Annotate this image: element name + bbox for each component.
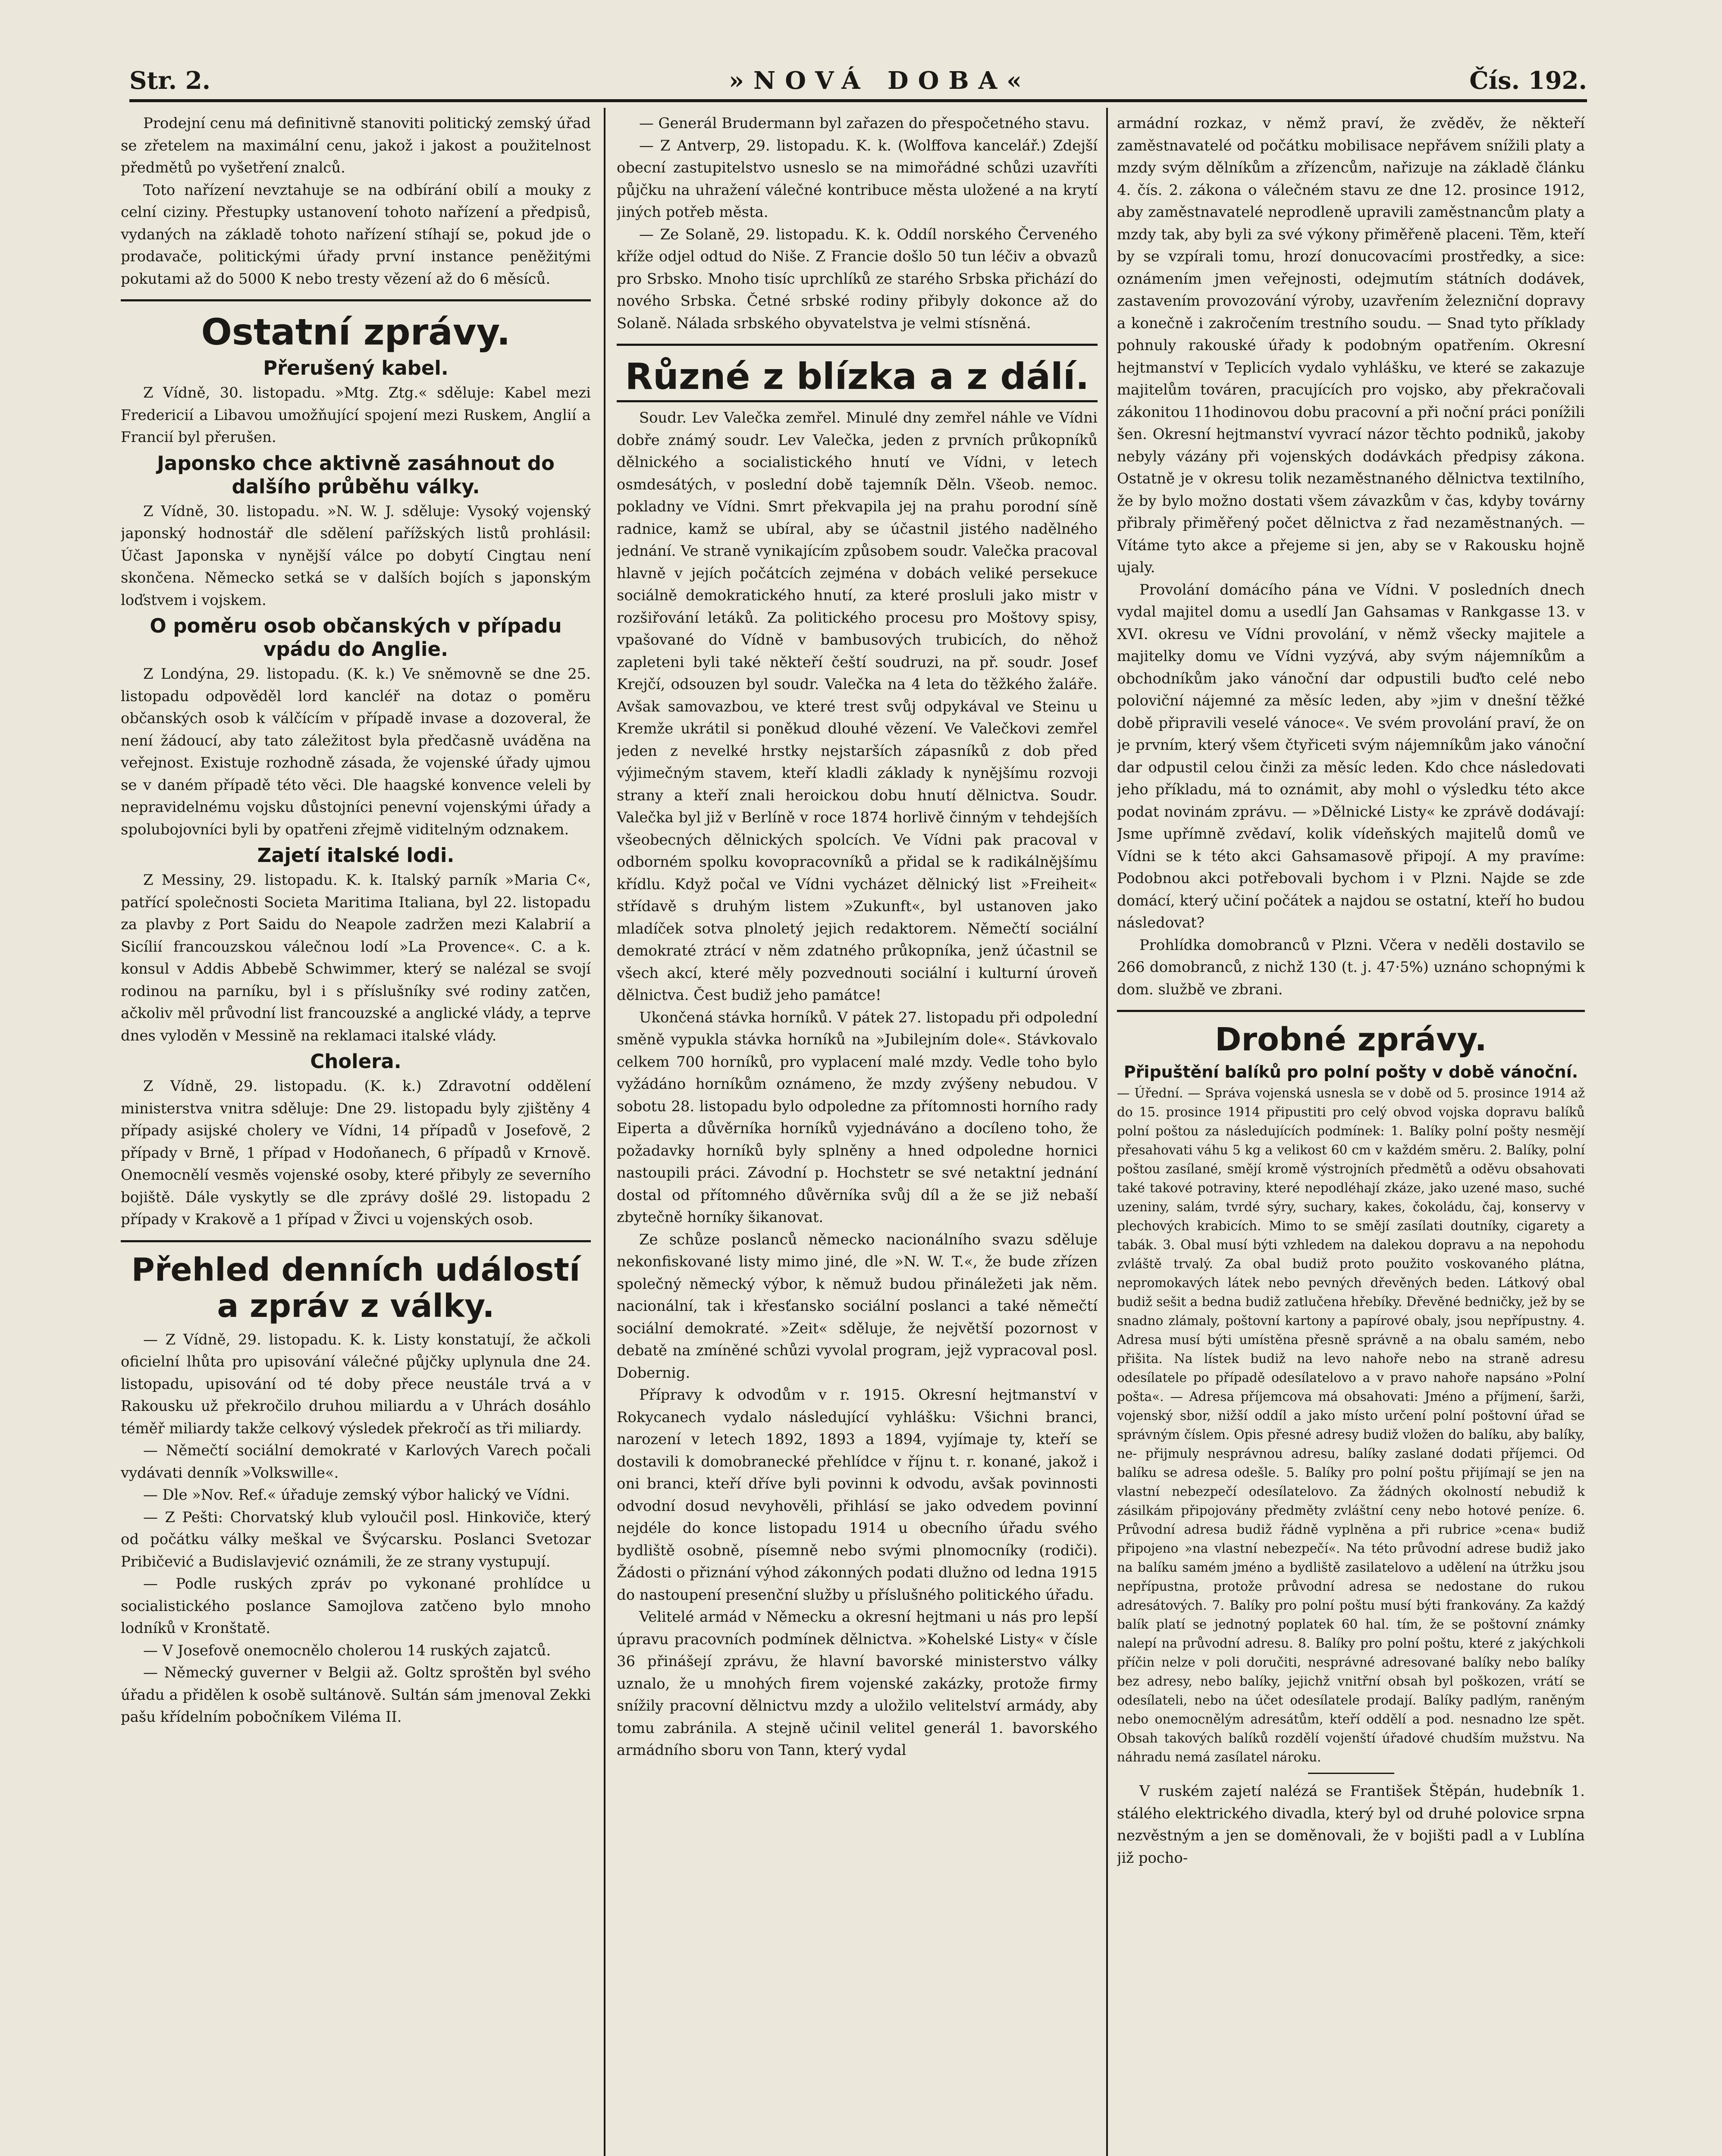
section-rule: [617, 400, 1098, 402]
article-text: Soudr. Lev Valečka zemřel. Minulé dny zemřel náhle ve Vídni dobře známý soudr. Lev Valečka, jeden z prvních průkopníků dělnického a socialistického hnutí ve Vídni, v letech osmdesátých, v poslední době tajemník Děln. Všeob. nemoc. pokladny ve Vídni. Smrt překvapila jej na prahu porodní síně radnice, kamž se ubíral, aby se účastnil jistého nadělného jednání. Ve straně vynikajícím způsobem soudr. Valečka pracoval hlavně v jejích počátcích zejména v dobách veliké persekuce sociálně demokratického hnutí, za které prosluli jako mistr v rozšiřování letáků. Za politického procesu pro Moštovy spisy, vpašované do Vídně v bambusových trubicích, do něhož zapleteni byli také někteří čeští soudruzi, na př. soudr. Josef Krejčí, odsouzen byl soudr. Valečka na 4 leta do těžkého žaláře. Avšak samovazbou, ve které trest svůj odpykával ve Steinu u Kremže ukrátil si poněkud dlouhé vězení. Ve Valečkovi zemřel jeden z nevelké hrstky nejstarších zápasníků z dob před výjimečným stavem, kteří kladli základy k nynějšímu rozvoji strany a kteří znali heroickou dobu hnutí dělnictva. Soudr. Valečka byl již v Berlíně v roce 1874 horlivě činným v tehdejších všeobecných dělnických spolcích. Ve Vídni pak pracoval v odborném spolku kovopracovníků a přidal se k radikálnějšímu křídlu. Když počal ve Vídni vycházet dělnický list »Freiheit« střídavě s druhým listem »Zukunft«, byl ustanoven jako mladíček sotva plnoletý jejich redaktorem. Němečtí sociální demokraté ztrácí v něm zdatného průkopníka, jenž účastnil se všech akcí, které měly pozvednouti sociální i kulturní úroveň dělnictva. Čest budiž jeho památce!: [617, 409, 1098, 1003]
article-heading: Přerušený kabel.: [263, 357, 449, 379]
article-text: Ze schůze poslanců německo nacionálního svazu sděluje nekonfiskované listy mimo jiné, dle »N. W. T.«, že bude zřízen společný německý výbor, k němuž budou přináležeti jak něm. nacionální, tak i křesťansko sociální poslanci a také němečtí sociální demokraté. »Zeit« sděluje, že největší pozornost v debatě na zmíněné schůzi vyvolal program, jejž vypracoval posl. Dobernig.: [617, 1231, 1098, 1381]
article-heading: Japonsko chce aktivně zasáhnout do dalšího průběhu války.: [157, 451, 555, 498]
column-3: [1117, 112, 1585, 2156]
column-1: [121, 112, 591, 2156]
article-text: Z Messiny, 29. listopadu. K. k. Italský parník »Maria C«, patřící společnosti Societa Maritima Italiana, byl 22. listopadu za plavby z Port Saidu do Neapole zadržen mezi Kalabrií a Sicílií francouzskou válečnou lodí »La Provence«. C. a k. konsul v Addis Abbebě Schwimmer, který se nalézal se svojí rodinou na parníku, byl i s příslušníky své rodiny zatčen, ačkoliv měl průvodní list francouzské a anglické vlády, a teprve dnes vyloděn v Messině na reklamaci italské vlády.: [121, 871, 591, 1044]
article-text: Z Vídně, 30. listopadu. »N. W. J. sděluje: Vysoký vojenský japonský hodnostář dle sdělení pařížských listů prohlásil: Účast Japonska v nynější válce po dobytí Cingtau není skončena. Německo setká se v dalších bojích s japonským loďstvem i vojskem.: [121, 502, 591, 608]
section-rule: [121, 299, 591, 301]
news-item: — Generál Brudermann byl zařazen do přespočetného stavu.: [639, 115, 1090, 132]
news-item: — Z Antverp, 29. listopadu. K. k. (Wolffova kancelář.) Zdejší obecní zastupitelstvo usneslo se na mimořádné schůzi uzavříti půjčku na uhražení válečné kontribuce města uložené a na krytí jiných potřeb města.: [617, 137, 1098, 220]
article-heading: O poměru osob občanských v případu vpádu do Anglie.: [150, 614, 562, 661]
news-item: — Německý guverner v Belgii až. Goltz sproštěn byl svého úřadu a přidělen k osobě sultánově. Sultán sám jmenoval Zekki pašu křídelním pobočníkem Viléma II.: [121, 1664, 591, 1725]
news-item: — Z Vídně, 29. listopadu. K. k. Listy konstatují, že ačkoli oficielní lhůta pro upisování válečné půjčky uplynula dne 24. listopadu, upisování od té doby přece neustále trvá a v Rakousku už překročilo druhou miliardu a v Uhrách dosáhlo téměř miliardy takže celkový výsledek překročí as tři miliardy.: [121, 1331, 591, 1437]
article-text: V ruském zajetí nalézá se František Štěpán, hudebník 1. stálého elektrického divadla, který byl od druhé polovice srpna nezvěstným a jen se doměnovali, že v bojišti padl a v Lublína již pocho-: [1117, 1783, 1585, 1866]
article-text: Z Vídně, 29. listopadu. (K. k.) Zdravotní oddělení ministerstva vnitra sděluje: Dne 29. listopadu byly zjištěny 4 případy asijské cholery ve Vídni, 14 případů v Josefově, 2 případy v Brně, 1 případ v Hodoňanech, 6 případů v Krnově. Onemocnělí vesměs vojenské osoby, které přibyly ze severního bojiště. Dále vyskytly se dle zprávy došlé 29. listopadu 2 případy v Krakově a 1 případ v Živci u vojenských osob.: [121, 1078, 591, 1228]
section-rule: [1117, 1010, 1585, 1012]
news-item: — Němečtí sociální demokraté v Karlových Varech počali vydávati denník »Volkswille«.: [121, 1442, 591, 1481]
news-item: — Podle ruských zpráv po vykonané prohlídce u socialistického poslance Samojlova zatčeno bylo mnoho lodníků v Kronštatě.: [121, 1575, 591, 1636]
article-heading: Zajetí italské lodi.: [257, 844, 455, 867]
masthead-title: »NOVÁ DOBA«: [729, 66, 1032, 95]
article-text: Přípravy k odvodům v r. 1915. Okresní hejtmanství v Rokycanech vydalo následující vyhlášku: Všichni branci, narození v letech 1892, 1893 a 1894, vyjímaje ty, kteří se dostavili k domobranecké přehlídce v říjnu t. r. konané, jakož i oni branci, kteří dříve byli povinni k odvodu, avšak povinnosti odvodní dosud nevyhověli, přihlásí se jako odvedem povinní nejdéle do konce listopadu 1914 u obecního úřadu svého bydliště osobně, písemně nebo svými plnomocníky (rodiči). Žádosti o přiznání výhod zákonných podati dlužno od ledna 1915 do nastoupení presenční služby u příslušného politického úřadu.: [617, 1386, 1098, 1603]
section-rule: [617, 344, 1098, 346]
article-text: Ukončená stávka horníků. V pátek 27. listopadu při odpolední směně vypukla stávka horníků na »Jubilejním dole«. Stávkovalo celkem 700 horníků, pro vyplacení malé mzdy. Vedle toho bylo vyžádáno horníkům oznámeno, že mzdy zvýšeny nebudou. V sobotu 28. listopadu bylo odpoledne za přítomnosti horního rady Eiperta a důvěrníka horníků vyjednáváno a docíleno toho, že požadavky horníků byly splněny a hned odpoledne hornici nastoupili práci. Závodní p. Hochstetr se své netaktní jednání dostal od přítomného důvěrníka svůj díl a že se již nebaší zbytečně horníky šikanovat.: [617, 1009, 1098, 1225]
article-text: Provolání domácího pána ve Vídni. V posledních dnech vydal majitel domu a usedlí Jan Gahsamas v Rankgasse 13. v XVI. okresu ve Vídni provolání, v němž všecky majitele a majitelky domu ve Vídni vyzývá, aby svým nájemníkům a obchodníkům jako vánoční dar odpustili buďto celé nebo poloviční nájemné za měsíc leden, aby »jim v dnešní těžké době připravili veselé vánoce«. Ve svém provolání praví, že on je prvním, který všem čtyřiceti svým nájemníkům jako vánoční dar odpustil celou činži za měsíc leden. Kdo chce následovati jeho příkladu, má to oznámit, aby mohl o výsledku této akce podat novinám zprávu. — »Dělnické Listy« ke zprávě dodávají: Jsme upřímně zvědaví, kolik vídeňských majitelů domů ve Vídni se k této akci Gahsamasově připojí. A my pravíme: Podobnou akci potřebovali bychom i v Plzni. Najde se zde domácí, který učiní počátek a najdou se ostatní, kteří ho budou následovat?: [1117, 581, 1585, 931]
article-text: — Úřední. — Správa vojenská usnesla se v době od 5. prosince 1914 až do 15. prosince 1914 připustiti pro celý obvod vojska dopravu balíků polní poštou za následujících podmínek: 1. Balíky polní pošty nesmějí přesahovati váhu 5 kg a velikost 60 cm v každém směru. 2. Balíky, polní poštou zasílané, smějí kromě výstrojních předmětů a oděvu obsahovati také takové potraviny, které nepodléhají zkáze, jako uzené maso, suché uzeniny, salám, tvrdé sýry, suchary, kakes, čokoládu, čaj, konservy v plechových krabicích. Mimo to se smějí zasílati doutníky, cigarety a tabák. 3. Obal musí býti vzhledem na dalekou dopravu a na nepohodu zvláště trvalý. Za obal budiž proto použito voskovaného plátna, nepromokavých látek nebo pevných dřevěných beden. Látkový obal budiž sešit a bedna budiž zatlučena hřebíky. Dřevěné bedničky, jež by se snadno zlámaly, poštovní kartony a papírové obaly, jsou nepřípustny. 4. Adresa musí býti umístěna přesně správně a na obalu samém, nebo přišita. Na lístek budiž na levo nahoře nebo na straně adresu odesílatele po případě odesílatelovo a v pravo nahoře napsáno »Polní pošta«. — Adresa příjemcova má obsahovati: Jméno a příjmení, šarži, vojenský sbor, nižší oddíl a jako místo určení polní poštovní úřad se správným číslem. Opis přesné adresy budiž vložen do balíku, aby balíky, ne- přijmuly nesprávnou adresu, balíky zaslané dodati příjemci. Od balíku se adresa odešle. 5. Balíky pro polní poštu přijímají se jen na vlastní nebezpečí odesílatelovo. Za žádných okolností nebudiž k zásilkám připojovány předměty zvláštní ceny nebo hotové peníze. 6. Průvodní adresa budiž řádně vyplněna a při rubrice »cena« budiž připojeno »na vlastní nebezpečí«. Na této průvodní adrese budiž jako na balíku samém jméno a bydliště zasilatelovo a udělení na útržku jsou nepřípustna, protože průvodní adresa se nedostane do rukou adresátových. 7. Balíky pro polní poštu musí býti frankovány. Za každý balík platí se jednotný poplatek 60 hal. tím, že se poštovní známky nalepí na průvodní adresu. 8. Balíky pro polní poštu, které z jakýchkoli příčin nelze v poli doručiti, nesprávné adresované balíky nebo balíky bez adresy, nebo balíky, jejichž vnitřní obsah byl poškozen, vrátí se odesílateli, nebo na účet odesílatele prodají. Balíky padlým, raněným nebo onemocnělým adresátům, kteří oddělí a pod. nesnadno lze spět. Obsah takových balíků rozdělí vojenští úřadové chudším mužstvu. Na náhradu nemá zasílatel nároku.: [1117, 1086, 1585, 1764]
section-rule: [1308, 1773, 1394, 1774]
article-text: Prodejní cenu má definitivně stanoviti politický zemský úřad se zřetelem na maximální cenu, jakož i jakost a použitelnost předmětů po vyšetření znalců.: [121, 115, 591, 176]
article-text: Velitelé armád v Německu a okresní hejtmani u nás pro lepší úpravu pracovních podmínek dělnictva. »Kohelské Listy« v čísle 36 přinášejí zprávu, že hlavní bavorské ministerstvo války uznalo, že u mnohých firem vojenské zakázky, protože firmy snížily pracovní dělnictvu mzdy a uložilo velitelství armády, aby tomu zabránila. A stejně učinil velitel generál 1. bavorského armádního sboru von Tann, který vydal: [617, 1608, 1098, 1758]
section-heading: Ostatní zprávy.: [201, 311, 511, 353]
article-text: Z Londýna, 29. listopadu. (K. k.) Ve sněmovně se dne 25. listopadu odpověděl lord kancléř na dotaz o poměru občanských osob k válčícím v případě invase a dozoveral, že není žádoucí, aby tato záležitost byla předčasně uváděna na veřejnost. Existuje rozhodně zásada, že vojenské úřady ujmou se v daném případě této věci. Dle haagské konvence veleli by nepravidelnému vojsku důstojníci penevní vojenskými úřady a spolubojovníci byli by opatřeni zřejmě viditelným odznakem.: [121, 665, 591, 838]
column-2: [617, 112, 1098, 2156]
section-heading: Různé z blízka a z dálí.: [625, 355, 1089, 398]
page-header: [129, 65, 1587, 102]
column-divider: [604, 108, 605, 2156]
article-text: Z Vídně, 30. listopadu. »Mtg. Ztg.« sděluje: Kabel mezi Fredericií a Libavou umožňující spojení mezi Ruskem, Anglií a Francií byl přerušen.: [121, 384, 591, 445]
article-text: armádní rozkaz, v němž praví, že zvěděv, že někteří zaměstnavatelé od počátku mobilisace nepřávem snížili platy a mzdy svým dělníkům a zřízencům, nařizuje na základě článku 4. čís. 2. zákona o válečném stavu ze dne 12. prosince 1912, aby zaměstnavatelé neprodleně upravili zaměstnancům platy a mzdy tak, aby byli za své výkony přiměřeně placeni. Těm, kteří by se vzpírali tomu, hrozí donucovacími prostředky, a sice: oznámením jmen veřejnosti, odejmutím státních dodávek, zastavením provozování výroby, uzavřením železniční dopravy a konečně i zakročením trestního soudu. — Snad tyto příklady pohnuly rakouské úřady k podobným opatřením. Okresní hejtmanství v Teplicích vydalo vyhlášku, ve které se zakazuje majitelům továren, pracujících pro vojsko, aby překračovali zákonitou 11hodinovou dobu pracovní a při noční práci ponížili šen. Okresní hejtmanství vyvrací názor těchto podniků, jakoby nebyly vázány při vojenských dodávkách předpisy zákona. Ostatně je v okresu tolik nezaměstnaného dělnictva textilního, že by bylo možno dostati všem závazkům v čas, kdyby továrny přibraly přiměřený počet dělnictva z řad nezaměstnaných. — Vítáme tyto akce a přejeme si jen, aby se v Rakousku hojně ujaly.: [1117, 115, 1585, 576]
news-item: — V Josefově onemocnělo cholerou 14 ruských zajatců.: [143, 1642, 551, 1659]
section-heading: Přehled denních událostí a zpráv z války.: [131, 1251, 580, 1325]
news-item: — Ze Solaně, 29. listopadu. K. k. Oddíl norského Červeného kříže odjel odtud do Niše. Z Francie došlo 50 tun léčiv a obvazů pro Srbsko. Mnoho tisíc uprchlíků ze starého Srbska přichází do nového Srbska. Četné srbské rodiny přibyly dokonce až do Solaně. Nálada srbského obyvatelstva je velmi stísněná.: [617, 226, 1098, 332]
issue-number: Čís. 192.: [1469, 66, 1587, 95]
news-item: — Z Pešti: Chorvatský klub vyloučil posl. Hinkoviče, který od počátku války meškal ve Švýcarsku. Poslanci Svetozar Pribičević a Budislavjević oznámili, že ze strany vystupují.: [121, 1508, 591, 1570]
article-heading: Připuštění balíků pro polní pošty v době vánoční.: [1123, 1062, 1578, 1081]
article-text: Toto nařízení nevztahuje se na odbírání obilí a mouky z celní ciziny. Přestupky ustanovení tohoto nařízení a předpisů, vydaných na základě tohoto nařízení stíhají se, pokud jde o prodavače, politickými úřady první instance peněžitými pokutami až do 5000 K nebo tresty vězení až do 6 měsíců.: [121, 181, 591, 287]
page-number: Str. 2.: [129, 66, 211, 95]
section-heading: Drobné zprávy.: [1215, 1021, 1487, 1058]
news-item: — Dle »Nov. Ref.« úřaduje zemský výbor halický ve Vídni.: [143, 1486, 570, 1503]
article-text: Prohlídka domobranců v Plzni. Včera v neděli dostavilo se 266 domobranců, z nichž 130 (t. j. 47·5%) uznáno schopnými k dom. službě ve zbrani.: [1117, 936, 1585, 998]
column-divider: [1106, 108, 1108, 2156]
article-heading: Cholera.: [310, 1050, 401, 1073]
section-rule: [121, 1240, 591, 1242]
